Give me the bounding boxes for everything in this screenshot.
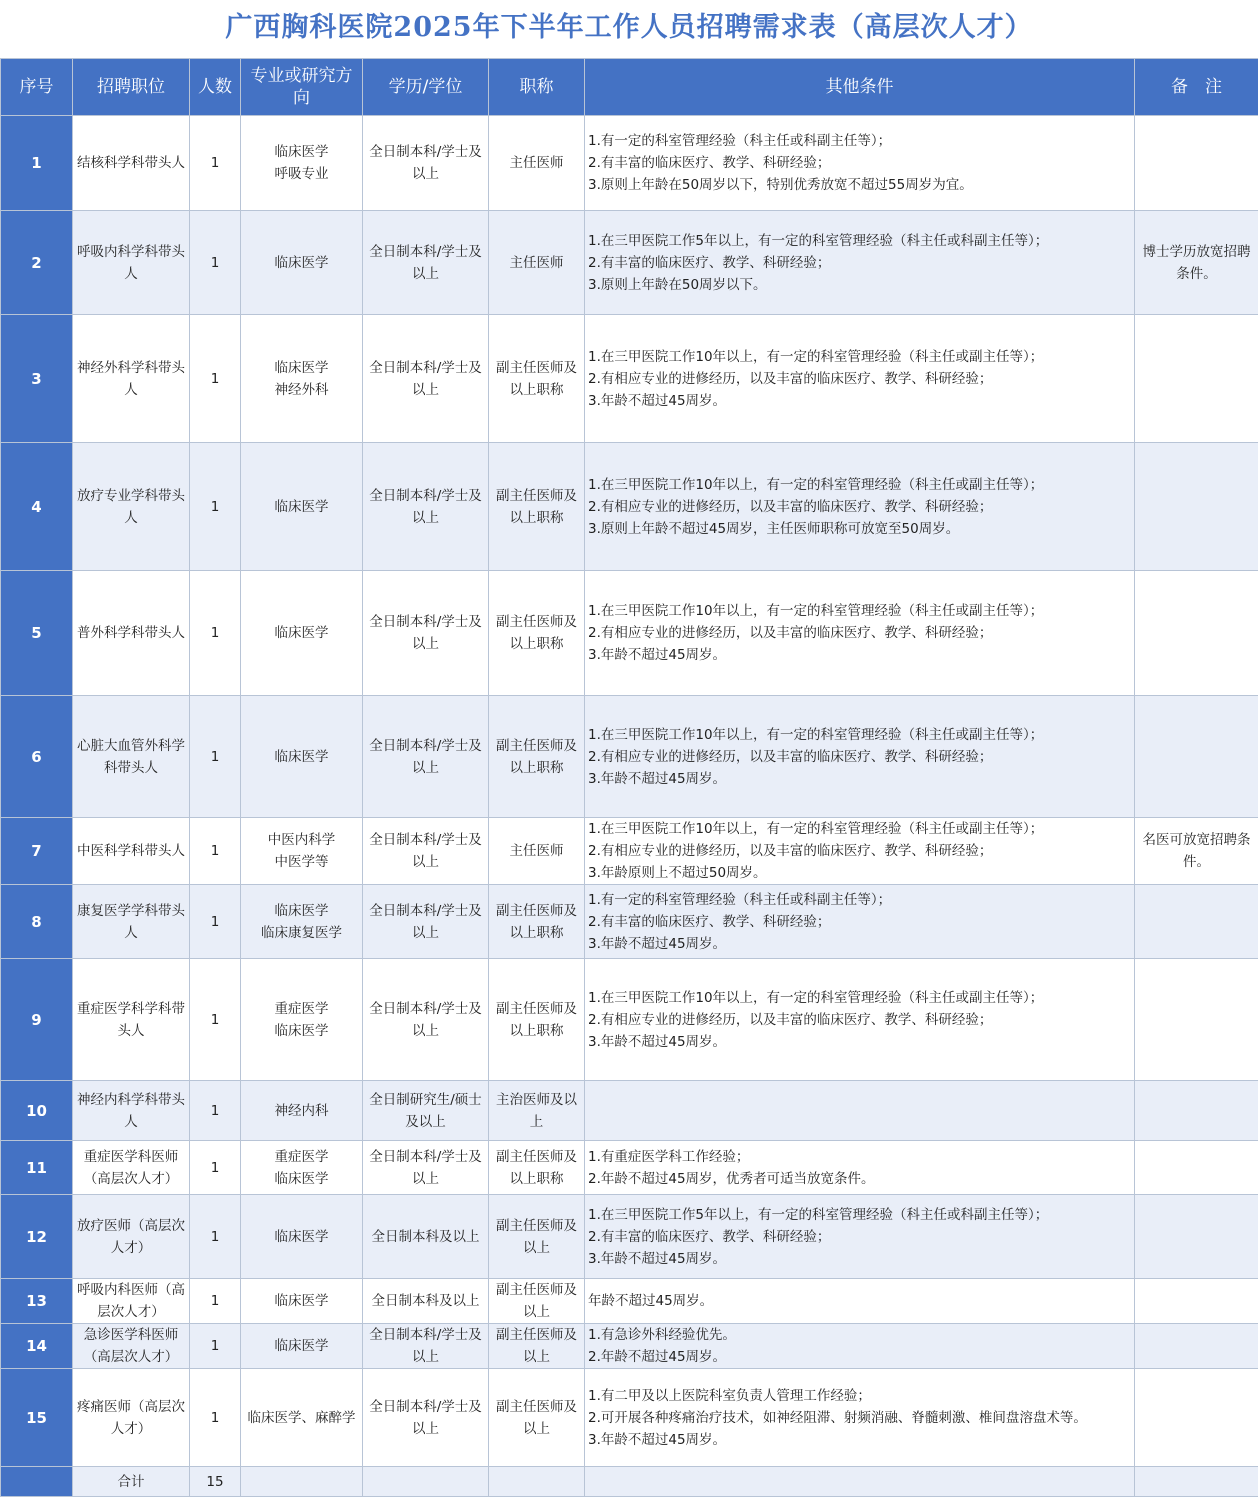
- row-major: 临床医学: [241, 1324, 363, 1369]
- row-position: 疼痛医师（高层次人才）: [73, 1369, 190, 1467]
- table-row: [1, 1081, 1258, 1141]
- row-remark: [1135, 571, 1258, 696]
- row-position: 重症医学科学科带头人: [73, 959, 190, 1081]
- row-rank: 副主任医师及以上职称: [489, 1141, 585, 1195]
- total-seq: [1, 1467, 73, 1497]
- header-conditions: 其他条件: [585, 59, 1135, 116]
- total-empty-cell: [241, 1467, 363, 1497]
- row-remark: [1135, 885, 1258, 959]
- row-count: 1: [190, 1369, 241, 1467]
- row-major: 临床医学: [241, 1195, 363, 1279]
- header-remark: 备 注: [1135, 59, 1258, 116]
- row-education: 全日制本科/学士及以上: [363, 959, 489, 1081]
- header-position: 招聘职位: [73, 59, 190, 116]
- row-major: 临床医学: [241, 571, 363, 696]
- row-rank: 主任医师: [489, 211, 585, 315]
- table-row: [1, 959, 1258, 1081]
- row-position: 神经外科学科带头人: [73, 315, 190, 443]
- row-major: 临床医学 临床康复医学: [241, 885, 363, 959]
- row-seq: 5: [1, 571, 73, 696]
- row-seq: 10: [1, 1081, 73, 1141]
- row-count: 1: [190, 1279, 241, 1324]
- row-education: 全日制研究生/硕士及以上: [363, 1081, 489, 1141]
- row-conditions: 1.在三甲医院工作10年以上，有一定的科室管理经验（科主任或副主任等）； 2.有相应专业的进修经历，以及丰富的临床医疗、教学、科研经验； 3.年龄不超过45周岁。: [585, 571, 1135, 696]
- row-major: 神经内科: [241, 1081, 363, 1141]
- row-count: 1: [190, 1141, 241, 1195]
- row-major: 临床医学 呼吸专业: [241, 116, 363, 211]
- row-count: 1: [190, 116, 241, 211]
- row-rank: 副主任医师及以上职称: [489, 959, 585, 1081]
- table-row: [1, 696, 1258, 818]
- row-major: 重症医学 临床医学: [241, 1141, 363, 1195]
- row-count: 1: [190, 959, 241, 1081]
- row-remark: 名医可放宽招聘条件。: [1135, 818, 1258, 885]
- row-remark: [1135, 959, 1258, 1081]
- row-education: 全日制本科/学士及以上: [363, 315, 489, 443]
- row-seq: 7: [1, 818, 73, 885]
- row-conditions: 1.有急诊外科经验优先。 2.年龄不超过45周岁。: [585, 1324, 1135, 1369]
- table-row: [1, 211, 1258, 315]
- row-conditions: 1.在三甲医院工作10年以上，有一定的科室管理经验（科主任或副主任等）； 2.有相应专业的进修经历，以及丰富的临床医疗、教学、科研经验； 3.年龄不超过45周岁。: [585, 315, 1135, 443]
- row-major: 临床医学: [241, 696, 363, 818]
- row-education: 全日制本科/学士及以上: [363, 211, 489, 315]
- table-row: [1, 1369, 1258, 1467]
- row-count: 1: [190, 211, 241, 315]
- row-rank: 副主任医师及以上职称: [489, 696, 585, 818]
- row-seq: 13: [1, 1279, 73, 1324]
- table-row: [1, 1324, 1258, 1369]
- total-label: 合计: [73, 1467, 190, 1497]
- row-conditions: 1.在三甲医院工作10年以上，有一定的科室管理经验（科主任或副主任等）； 2.有相应专业的进修经历，以及丰富的临床医疗、教学、科研经验； 3.年龄原则上不超过50周岁。: [585, 818, 1135, 885]
- row-education: 全日制本科/学士及以上: [363, 818, 489, 885]
- row-rank: 副主任医师及以上职称: [489, 443, 585, 571]
- row-position: 康复医学学科带头人: [73, 885, 190, 959]
- row-position: 放疗医师（高层次人才）: [73, 1195, 190, 1279]
- header-count: 人数: [190, 59, 241, 116]
- row-seq: 12: [1, 1195, 73, 1279]
- row-rank: 主治医师及以上: [489, 1081, 585, 1141]
- header-seq: 序号: [1, 59, 73, 116]
- total-empty-cell: [363, 1467, 489, 1497]
- table-row: [1, 116, 1258, 211]
- row-education: 全日制本科/学士及以上: [363, 571, 489, 696]
- row-seq: 15: [1, 1369, 73, 1467]
- row-major: 临床医学: [241, 443, 363, 571]
- row-rank: 副主任医师及以上: [489, 1279, 585, 1324]
- row-education: 全日制本科/学士及以上: [363, 116, 489, 211]
- row-seq: 2: [1, 211, 73, 315]
- table-row: [1, 1195, 1258, 1279]
- row-education: 全日制本科/学士及以上: [363, 696, 489, 818]
- row-count: 1: [190, 1081, 241, 1141]
- row-seq: 11: [1, 1141, 73, 1195]
- row-remark: [1135, 1141, 1258, 1195]
- row-remark: [1135, 443, 1258, 571]
- row-conditions: 年龄不超过45周岁。: [585, 1279, 1135, 1324]
- row-position: 放疗专业学科带头人: [73, 443, 190, 571]
- total-row: [1, 1467, 1258, 1497]
- table-row: [1, 315, 1258, 443]
- row-remark: [1135, 1195, 1258, 1279]
- row-conditions: 1.在三甲医院工作10年以上，有一定的科室管理经验（科主任或副主任等）； 2.有相应专业的进修经历，以及丰富的临床医疗、教学、科研经验； 3.原则上年龄不超过45周岁，主任医师职称可放宽至50周岁。: [585, 443, 1135, 571]
- table-row: [1, 571, 1258, 696]
- table-row: [1, 885, 1258, 959]
- table-row: [1, 818, 1258, 885]
- row-conditions: 1.有一定的科室管理经验（科主任或科副主任等）； 2.有丰富的临床医疗、教学、科研经验； 3.原则上年龄在50周岁以下，特别优秀放宽不超过55周岁为宜。: [585, 116, 1135, 211]
- row-conditions: [585, 1081, 1135, 1141]
- row-education: 全日制本科/学士及以上: [363, 1369, 489, 1467]
- row-education: 全日制本科及以上: [363, 1279, 489, 1324]
- row-conditions: 1.有重症医学科工作经验； 2.年龄不超过45周岁，优秀者可适当放宽条件。: [585, 1141, 1135, 1195]
- row-position: 神经内科学科带头人: [73, 1081, 190, 1141]
- row-major: 临床医学 神经外科: [241, 315, 363, 443]
- table-row: [1, 1279, 1258, 1324]
- row-rank: 副主任医师及以上: [489, 1195, 585, 1279]
- row-position: 重症医学科医师（高层次人才）: [73, 1141, 190, 1195]
- row-education: 全日制本科/学士及以上: [363, 1324, 489, 1369]
- row-count: 1: [190, 315, 241, 443]
- total-empty-cell: [489, 1467, 585, 1497]
- row-count: 1: [190, 1195, 241, 1279]
- row-remark: [1135, 1279, 1258, 1324]
- row-education: 全日制本科及以上: [363, 1195, 489, 1279]
- row-position: 结核科学科带头人: [73, 116, 190, 211]
- row-position: 心脏大血管外科学科带头人: [73, 696, 190, 818]
- row-remark: [1135, 116, 1258, 211]
- total-count: 15: [190, 1467, 241, 1497]
- row-education: 全日制本科/学士及以上: [363, 885, 489, 959]
- row-seq: 6: [1, 696, 73, 818]
- row-count: 1: [190, 571, 241, 696]
- row-rank: 副主任医师及以上职称: [489, 885, 585, 959]
- row-count: 1: [190, 885, 241, 959]
- table-row: [1, 1141, 1258, 1195]
- row-count: 1: [190, 818, 241, 885]
- row-major: 临床医学: [241, 1279, 363, 1324]
- row-education: 全日制本科/学士及以上: [363, 1141, 489, 1195]
- row-position: 普外科学科带头人: [73, 571, 190, 696]
- row-major: 重症医学 临床医学: [241, 959, 363, 1081]
- row-remark: [1135, 1324, 1258, 1369]
- row-seq: 4: [1, 443, 73, 571]
- row-position: 呼吸内科医师（高层次人才）: [73, 1279, 190, 1324]
- row-position: 急诊医学科医师（高层次人才）: [73, 1324, 190, 1369]
- page-title: 广西胸科医院2025年下半年工作人员招聘需求表（高层次人才）: [225, 12, 1033, 43]
- header-major: 专业或研究方向: [241, 59, 363, 116]
- row-conditions: 1.在三甲医院工作5年以上，有一定的科室管理经验（科主任或科副主任等）； 2.有丰富的临床医疗、教学、科研经验； 3.原则上年龄在50周岁以下。: [585, 211, 1135, 315]
- row-seq: 3: [1, 315, 73, 443]
- total-empty-cell: [585, 1467, 1135, 1497]
- row-remark: [1135, 1369, 1258, 1467]
- row-major: 临床医学: [241, 211, 363, 315]
- row-remark: [1135, 1081, 1258, 1141]
- row-remark: [1135, 696, 1258, 818]
- row-major: 中医内科学 中医学等: [241, 818, 363, 885]
- row-rank: 副主任医师及以上职称: [489, 571, 585, 696]
- row-rank: 主任医师: [489, 116, 585, 211]
- row-conditions: 1.有二甲及以上医院科室负责人管理工作经验； 2.可开展各种疼痛治疗技术，如神经阻滞、射频消融、脊髓刺激、椎间盘溶盘术等。 3.年龄不超过45周岁。: [585, 1369, 1135, 1467]
- row-seq: 8: [1, 885, 73, 959]
- row-education: 全日制本科/学士及以上: [363, 443, 489, 571]
- header-education: 学历/学位: [363, 59, 489, 116]
- row-remark: 博士学历放宽招聘条件。: [1135, 211, 1258, 315]
- total-empty-cell: [1135, 1467, 1258, 1497]
- row-conditions: 1.在三甲医院工作10年以上，有一定的科室管理经验（科主任或副主任等）； 2.有相应专业的进修经历，以及丰富的临床医疗、教学、科研经验； 3.年龄不超过45周岁。: [585, 959, 1135, 1081]
- header-rank: 职称: [489, 59, 585, 116]
- table-header-row: [1, 59, 1258, 116]
- row-count: 1: [190, 696, 241, 818]
- row-remark: [1135, 315, 1258, 443]
- row-major: 临床医学、麻醉学: [241, 1369, 363, 1467]
- row-count: 1: [190, 1324, 241, 1369]
- row-conditions: 1.有一定的科室管理经验（科主任或科副主任等）； 2.有丰富的临床医疗、教学、科研经验； 3.年龄不超过45周岁。: [585, 885, 1135, 959]
- row-count: 1: [190, 443, 241, 571]
- row-conditions: 1.在三甲医院工作5年以上，有一定的科室管理经验（科主任或科副主任等）； 2.有丰富的临床医疗、教学、科研经验； 3.年龄不超过45周岁。: [585, 1195, 1135, 1279]
- row-position: 呼吸内科学科带头人: [73, 211, 190, 315]
- recruitment-table: [0, 58, 1258, 1497]
- row-conditions: 1.在三甲医院工作10年以上，有一定的科室管理经验（科主任或副主任等）； 2.有相应专业的进修经历，以及丰富的临床医疗、教学、科研经验； 3.年龄不超过45周岁。: [585, 696, 1135, 818]
- row-seq: 9: [1, 959, 73, 1081]
- row-rank: 副主任医师及以上: [489, 1369, 585, 1467]
- row-rank: 副主任医师及以上: [489, 1324, 585, 1369]
- table-row: [1, 443, 1258, 571]
- row-seq: 1: [1, 116, 73, 211]
- row-seq: 14: [1, 1324, 73, 1369]
- row-rank: 主任医师: [489, 818, 585, 885]
- row-position: 中医科学科带头人: [73, 818, 190, 885]
- row-rank: 副主任医师及以上职称: [489, 315, 585, 443]
